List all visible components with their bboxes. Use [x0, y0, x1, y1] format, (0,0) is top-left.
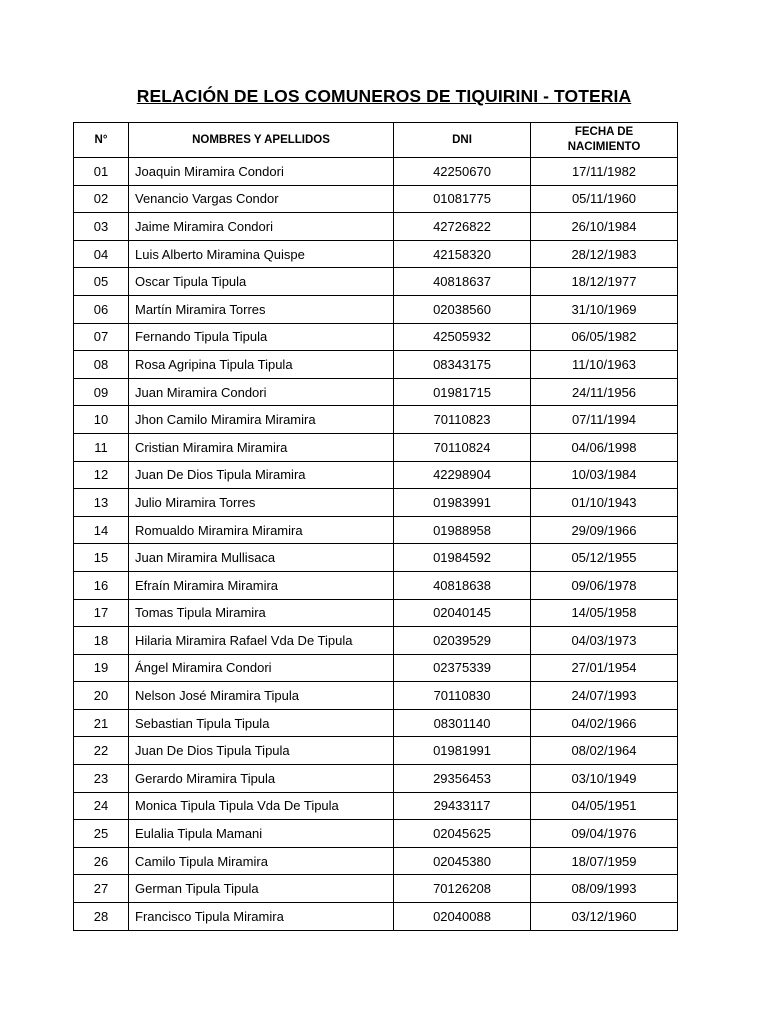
comuneros-table — [73, 122, 678, 931]
cell-dni: 29433117 — [394, 792, 531, 820]
cell-num: 11 — [74, 433, 129, 461]
table-row — [74, 295, 678, 323]
table-row — [74, 213, 678, 241]
cell-dni: 70110824 — [394, 433, 531, 461]
cell-dni: 01988958 — [394, 516, 531, 544]
cell-num: 20 — [74, 682, 129, 710]
header-row — [74, 123, 678, 158]
cell-birth-date: 28/12/1983 — [531, 240, 678, 268]
cell-name: Monica Tipula Tipula Vda De Tipula — [129, 792, 394, 820]
cell-dni: 42158320 — [394, 240, 531, 268]
header-num: N° — [74, 123, 129, 158]
table-row — [74, 378, 678, 406]
cell-name: Camilo Tipula Miramira — [129, 847, 394, 875]
table-row — [74, 599, 678, 627]
cell-num: 07 — [74, 323, 129, 351]
cell-birth-date: 01/10/1943 — [531, 489, 678, 517]
cell-name: Juan Miramira Mullisaca — [129, 544, 394, 572]
cell-birth-date: 08/02/1964 — [531, 737, 678, 765]
cell-num: 05 — [74, 268, 129, 296]
cell-num: 17 — [74, 599, 129, 627]
cell-name: Venancio Vargas Condor — [129, 185, 394, 213]
cell-dni: 42726822 — [394, 213, 531, 241]
table-row — [74, 406, 678, 434]
cell-birth-date: 05/12/1955 — [531, 544, 678, 572]
cell-name: Juan De Dios Tipula Miramira — [129, 461, 394, 489]
header-name: NOMBRES Y APELLIDOS — [129, 123, 394, 158]
document-title: RELACIÓN DE LOS COMUNEROS DE TIQUIRINI - TOTERIA — [136, 86, 632, 106]
cell-birth-date: 04/05/1951 — [531, 792, 678, 820]
cell-dni: 42250670 — [394, 158, 531, 186]
table-row — [74, 185, 678, 213]
cell-dni: 70110830 — [394, 682, 531, 710]
cell-birth-date: 04/06/1998 — [531, 433, 678, 461]
cell-name: Juan Miramira Condori — [129, 378, 394, 406]
table-row — [74, 654, 678, 682]
table-row — [74, 158, 678, 186]
cell-name: Gerardo Miramira Tipula — [129, 765, 394, 793]
cell-num: 01 — [74, 158, 129, 186]
cell-name: Juan De Dios Tipula Tipula — [129, 737, 394, 765]
cell-birth-date: 18/12/1977 — [531, 268, 678, 296]
cell-birth-date: 03/12/1960 — [531, 903, 678, 931]
table-body — [74, 158, 678, 931]
table-row — [74, 268, 678, 296]
cell-num: 14 — [74, 516, 129, 544]
header-birth-line1: FECHA DE — [574, 126, 634, 138]
table-row — [74, 489, 678, 517]
table-row — [74, 544, 678, 572]
cell-name: Nelson José Miramira Tipula — [129, 682, 394, 710]
cell-name: Oscar Tipula Tipula — [129, 268, 394, 296]
cell-num: 26 — [74, 847, 129, 875]
cell-dni: 02038560 — [394, 295, 531, 323]
table-row — [74, 737, 678, 765]
table-row — [74, 627, 678, 655]
cell-dni: 42505932 — [394, 323, 531, 351]
cell-birth-date: 04/02/1966 — [531, 709, 678, 737]
table-row — [74, 765, 678, 793]
table-row — [74, 516, 678, 544]
cell-name: Tomas Tipula Miramira — [129, 599, 394, 627]
cell-birth-date: 09/06/1978 — [531, 571, 678, 599]
table-row — [74, 240, 678, 268]
cell-dni: 01981991 — [394, 737, 531, 765]
cell-dni: 02045625 — [394, 820, 531, 848]
cell-dni: 01081775 — [394, 185, 531, 213]
cell-name: Martín Miramira Torres — [129, 295, 394, 323]
cell-birth-date: 31/10/1969 — [531, 295, 678, 323]
cell-num: 16 — [74, 571, 129, 599]
cell-birth-date: 17/11/1982 — [531, 158, 678, 186]
cell-num: 23 — [74, 765, 129, 793]
cell-name: Jaime Miramira Condori — [129, 213, 394, 241]
cell-name: Romualdo Miramira Miramira — [129, 516, 394, 544]
cell-num: 21 — [74, 709, 129, 737]
cell-name: Jhon Camilo Miramira Miramira — [129, 406, 394, 434]
cell-name: Sebastian Tipula Tipula — [129, 709, 394, 737]
cell-name: Luis Alberto Miramina Quispe — [129, 240, 394, 268]
table-row — [74, 571, 678, 599]
cell-name: Joaquin Miramira Condori — [129, 158, 394, 186]
cell-birth-date: 03/10/1949 — [531, 765, 678, 793]
cell-birth-date: 11/10/1963 — [531, 351, 678, 379]
cell-birth-date: 24/11/1956 — [531, 378, 678, 406]
table-row — [74, 461, 678, 489]
cell-name: Eulalia Tipula Mamani — [129, 820, 394, 848]
cell-name: Fernando Tipula Tipula — [129, 323, 394, 351]
cell-birth-date: 29/09/1966 — [531, 516, 678, 544]
cell-birth-date: 08/09/1993 — [531, 875, 678, 903]
table-row — [74, 709, 678, 737]
cell-dni: 70110823 — [394, 406, 531, 434]
cell-num: 10 — [74, 406, 129, 434]
cell-birth-date: 05/11/1960 — [531, 185, 678, 213]
cell-birth-date: 18/07/1959 — [531, 847, 678, 875]
cell-name: Efraín Miramira Miramira — [129, 571, 394, 599]
table-row — [74, 323, 678, 351]
cell-num: 19 — [74, 654, 129, 682]
table-row — [74, 820, 678, 848]
table-row — [74, 682, 678, 710]
cell-dni: 02040145 — [394, 599, 531, 627]
cell-dni: 70126208 — [394, 875, 531, 903]
cell-num: 27 — [74, 875, 129, 903]
cell-name: Hilaria Miramira Rafael Vda De Tipula — [129, 627, 394, 655]
cell-num: 13 — [74, 489, 129, 517]
cell-birth-date: 07/11/1994 — [531, 406, 678, 434]
cell-birth-date: 09/04/1976 — [531, 820, 678, 848]
header-birth-date — [531, 123, 678, 158]
cell-num: 03 — [74, 213, 129, 241]
table-row — [74, 847, 678, 875]
cell-num: 04 — [74, 240, 129, 268]
cell-name: Julio Miramira Torres — [129, 489, 394, 517]
cell-num: 22 — [74, 737, 129, 765]
cell-dni: 02039529 — [394, 627, 531, 655]
table-row — [74, 792, 678, 820]
cell-dni: 01984592 — [394, 544, 531, 572]
cell-name: Rosa Agripina Tipula Tipula — [129, 351, 394, 379]
cell-num: 12 — [74, 461, 129, 489]
cell-dni: 02045380 — [394, 847, 531, 875]
cell-num: 02 — [74, 185, 129, 213]
cell-dni: 01981715 — [394, 378, 531, 406]
table-row — [74, 433, 678, 461]
cell-dni: 08301140 — [394, 709, 531, 737]
cell-num: 08 — [74, 351, 129, 379]
cell-birth-date: 14/05/1958 — [531, 599, 678, 627]
cell-num: 06 — [74, 295, 129, 323]
cell-name: German Tipula Tipula — [129, 875, 394, 903]
table-header — [74, 123, 678, 158]
table-row — [74, 875, 678, 903]
cell-dni: 29356453 — [394, 765, 531, 793]
table-row — [74, 903, 678, 931]
cell-dni: 08343175 — [394, 351, 531, 379]
cell-birth-date: 06/05/1982 — [531, 323, 678, 351]
cell-num: 24 — [74, 792, 129, 820]
cell-num: 18 — [74, 627, 129, 655]
cell-birth-date: 24/07/1993 — [531, 682, 678, 710]
cell-name: Ángel Miramira Condori — [129, 654, 394, 682]
cell-dni: 40818637 — [394, 268, 531, 296]
cell-birth-date: 10/03/1984 — [531, 461, 678, 489]
header-dni: DNI — [394, 123, 531, 158]
header-birth-line2: NACIMIENTO — [567, 141, 641, 153]
cell-num: 28 — [74, 903, 129, 931]
cell-birth-date: 26/10/1984 — [531, 213, 678, 241]
cell-num: 15 — [74, 544, 129, 572]
cell-dni: 01983991 — [394, 489, 531, 517]
cell-num: 09 — [74, 378, 129, 406]
cell-dni: 02040088 — [394, 903, 531, 931]
cell-dni: 02375339 — [394, 654, 531, 682]
cell-birth-date: 27/01/1954 — [531, 654, 678, 682]
cell-name: Cristian Miramira Miramira — [129, 433, 394, 461]
cell-name: Francisco Tipula Miramira — [129, 903, 394, 931]
cell-birth-date: 04/03/1973 — [531, 627, 678, 655]
cell-num: 25 — [74, 820, 129, 848]
cell-dni: 40818638 — [394, 571, 531, 599]
cell-dni: 42298904 — [394, 461, 531, 489]
table-row — [74, 351, 678, 379]
